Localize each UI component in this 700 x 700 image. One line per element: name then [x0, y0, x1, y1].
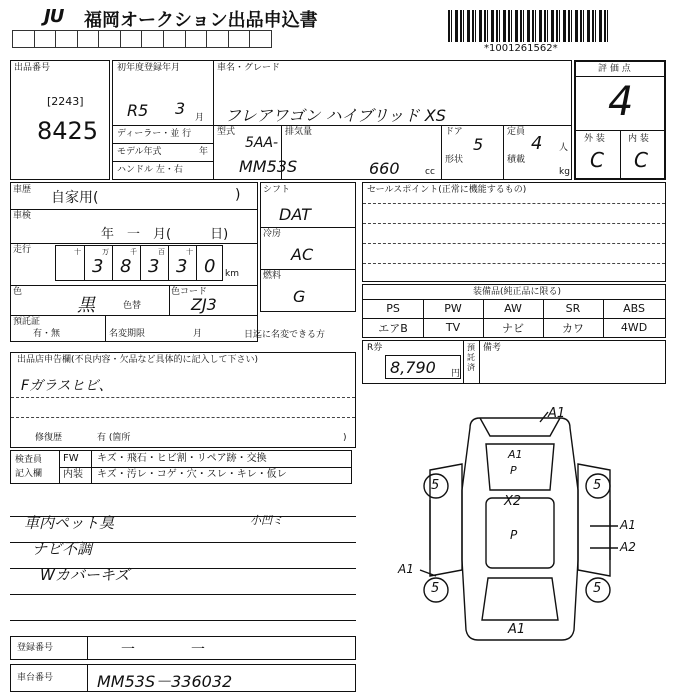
- price-unit: 円: [451, 369, 461, 379]
- lot-sub-number: [2243]: [47, 95, 84, 108]
- mileage-digit-3: 3: [148, 256, 160, 277]
- price-value-box: [385, 355, 461, 379]
- mark-hood-p: P: [510, 464, 517, 477]
- car-diagram: [400, 400, 700, 650]
- capacity-label: 定員: [507, 127, 526, 137]
- mark-side-a2: A2: [620, 540, 636, 554]
- declaration-label: 出品店申告欄(不良内容・欠品など具体的に記入して下さい): [17, 355, 259, 365]
- fw-label: FW: [63, 453, 79, 464]
- car-name: フレアワゴン ハイブリッド XS: [225, 106, 446, 125]
- lot-box: [10, 60, 110, 180]
- handle-label: ハンドル 左・右: [117, 165, 183, 175]
- mileage-digit-5: 0: [204, 256, 216, 277]
- chassis-label: 車台番号: [17, 673, 54, 683]
- usage-box: [10, 182, 258, 342]
- reg-year-label: 初年度登録年月: [117, 63, 181, 73]
- tire-front-right: 5: [593, 478, 602, 493]
- color-value: 黒: [77, 295, 95, 316]
- car-info-box: [112, 60, 572, 180]
- tire-front-left: 5: [431, 478, 440, 493]
- rating-label: 評 価 点: [598, 64, 631, 74]
- car-name-label: 車名・グレード: [217, 63, 281, 73]
- fuel-label: 燃料: [263, 271, 282, 281]
- spec-box: [260, 182, 356, 312]
- mark-rear-a1: A1: [508, 622, 526, 637]
- price-recycle-label: 預託済: [467, 343, 475, 372]
- reg-number-value: 一 一: [121, 642, 205, 658]
- reg-month-unit: 月: [195, 113, 205, 123]
- mark-side-a1: A1: [620, 518, 636, 532]
- color-code-label: 色コード: [171, 287, 208, 297]
- capacity-unit: 人: [559, 143, 569, 153]
- model-year-label: モデル年式: [117, 147, 162, 157]
- equip-abs: ABS: [623, 302, 645, 315]
- inspector-label-2: 記入欄: [15, 469, 43, 479]
- reg-number-label: 登録番号: [17, 643, 54, 653]
- doors-label: ドア: [445, 127, 463, 137]
- reg-number-box: [10, 636, 356, 660]
- chassis-number: MM53S－336032: [97, 672, 233, 691]
- sales-point-label: セールスポイント(正常に機能するもの): [367, 185, 527, 195]
- dealer-label: ディーラー・並 行: [117, 129, 192, 139]
- usage-value: 自家用(: [51, 190, 99, 206]
- remarks-label: 備考: [483, 343, 502, 353]
- mark-hood-a1: A1: [508, 448, 523, 461]
- ac-value: AC: [291, 245, 314, 264]
- mileage-digit-1: 3: [92, 256, 104, 277]
- usage-close: ): [235, 187, 241, 203]
- sales-point-box: [362, 182, 666, 282]
- model-code-2: MM53S: [239, 157, 298, 176]
- fuel-value: G: [293, 287, 306, 306]
- equip-navi: ナビ: [502, 321, 524, 335]
- interior-row-text: キズ・汚レ・コゲ・穴・スレ・キレ・仮レ: [97, 469, 287, 480]
- displacement-label: 排気量: [285, 127, 313, 137]
- repair-label: 修復歴: [35, 433, 63, 443]
- chassis-box: [10, 664, 356, 692]
- fw-text: キズ・飛石・ヒビ割・リペア跡・交換: [97, 453, 267, 464]
- inspection-value: 年 一 月( 日): [101, 227, 229, 242]
- shift-label: シフト: [263, 185, 291, 195]
- mileage-label: 走行: [13, 245, 32, 255]
- price-value: 8,790: [390, 358, 436, 377]
- equipment-label: 装備品(純正品に限る): [473, 287, 562, 297]
- header-boxes: [12, 30, 272, 48]
- equip-leather: カワ: [562, 321, 584, 335]
- color-change-label: 色替: [123, 301, 142, 311]
- declaration-box: [10, 352, 356, 448]
- barcode: [448, 10, 608, 42]
- recycle-label: 預託証: [13, 317, 41, 327]
- ju-logo: JU: [44, 6, 64, 27]
- inspector-label-1: 検査員: [15, 455, 43, 465]
- exterior-label: 外 装: [584, 134, 605, 144]
- lot-number: 8425: [37, 117, 99, 145]
- mileage-digit-2: 8: [120, 256, 132, 277]
- inspection-label: 車検: [13, 211, 32, 221]
- inspector-notes: [10, 490, 356, 630]
- side-note: 小凹ミ: [250, 514, 283, 527]
- note-2: ナビ不調: [32, 540, 93, 558]
- equip-pw: PW: [444, 302, 462, 315]
- tire-rear-left: 5: [431, 581, 440, 596]
- model-code: 5AA-: [245, 135, 279, 151]
- equip-4wd: 4WD: [620, 321, 648, 334]
- recycle-month: 月: [193, 329, 203, 339]
- mark-left-a1: A1: [398, 562, 414, 576]
- shift-value: DAT: [279, 205, 311, 224]
- displacement-unit: cc: [425, 167, 435, 177]
- note-3: Wカバーキズ: [40, 566, 130, 584]
- reg-era-year: R5: [127, 101, 149, 120]
- equip-airbag: エアB: [378, 321, 408, 335]
- equip-tv: TV: [445, 321, 461, 334]
- equip-aw: AW: [504, 302, 522, 315]
- equip-ps: PS: [386, 302, 400, 315]
- inspector-box: [10, 450, 352, 484]
- mileage-box: 十 万 千 百 十 3 8 3 3 0: [55, 245, 223, 281]
- mark-windshield-x2: X2: [504, 494, 522, 509]
- doors-value: 5: [473, 135, 484, 154]
- mileage-digit-4: 3: [176, 256, 188, 277]
- model-type-label: 型式: [217, 127, 236, 137]
- displacement-value: 660: [369, 159, 400, 178]
- color-label: 色: [13, 287, 23, 297]
- lot-label: 出品番号: [14, 63, 51, 73]
- barcode-text: *1001261562*: [484, 43, 558, 54]
- tire-rear-right: 5: [593, 581, 602, 596]
- repair-value: 有 (箇所: [97, 433, 131, 443]
- mileage-unit: km: [225, 269, 239, 279]
- payload-label: 積載: [507, 155, 526, 165]
- model-year-unit: 年: [199, 147, 209, 157]
- reg-month: 3: [175, 99, 186, 118]
- usage-label: 車歴: [13, 185, 32, 195]
- rating-score: 4: [608, 79, 634, 125]
- recycle-term-label: 名変期限: [109, 329, 146, 339]
- equip-sr: SR: [565, 302, 581, 315]
- note-1: 車内ペット臭: [24, 514, 115, 532]
- sheet-title: 福岡オークション出品申込書: [84, 10, 318, 31]
- price-box: [362, 340, 666, 384]
- declaration-text: Fガラスヒビ、: [21, 378, 113, 394]
- rating-box: [574, 60, 666, 180]
- color-code: ZJ3: [191, 295, 217, 314]
- ac-label: 冷房: [263, 229, 282, 239]
- interior-label: 内 装: [628, 134, 649, 144]
- recycle-note: 日迄に名変できる方: [244, 330, 326, 340]
- mark-front-a1: A1: [548, 406, 566, 421]
- mark-roof-p: P: [510, 528, 518, 542]
- exterior-grade: C: [590, 148, 604, 172]
- repair-close: ): [343, 433, 347, 443]
- capacity-value: 4: [531, 133, 543, 154]
- recycle-value: 有・無: [33, 329, 61, 339]
- interior-grade: C: [634, 148, 648, 172]
- shape-label: 形状: [445, 155, 464, 165]
- equipment-box: [362, 284, 666, 338]
- interior-row-label: 内装: [63, 469, 83, 480]
- payload-unit: kg: [559, 167, 570, 177]
- price-label: R券: [367, 343, 383, 353]
